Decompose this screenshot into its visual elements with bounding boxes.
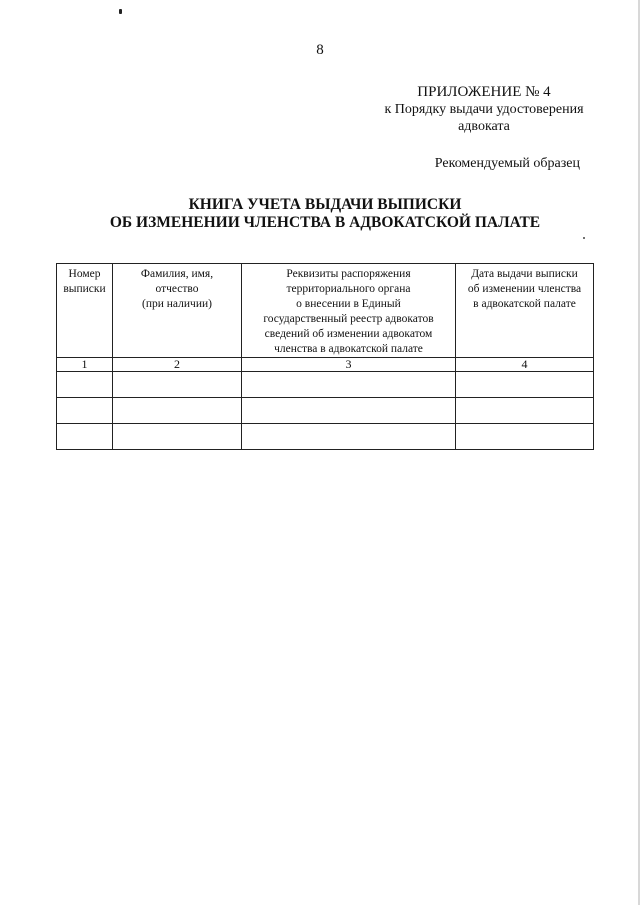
column-header-number bbox=[57, 264, 113, 358]
appendix-subtitle-line: адвоката bbox=[458, 119, 510, 134]
table-cell bbox=[113, 372, 242, 398]
column-number: 2 bbox=[113, 358, 242, 372]
table-cell bbox=[57, 398, 113, 424]
table-cell bbox=[456, 424, 594, 450]
header-line: сведений об изменении адвокатом bbox=[264, 328, 433, 340]
header-line: Реквизиты распоряжения bbox=[286, 268, 411, 280]
header-line: государственный реестр адвокатов bbox=[263, 313, 434, 325]
scan-speck bbox=[119, 9, 122, 14]
document-title bbox=[60, 196, 590, 232]
column-header-issue-date bbox=[456, 264, 594, 358]
table-cell bbox=[113, 398, 242, 424]
column-header-full-name bbox=[113, 264, 242, 358]
document-title-line: КНИГА УЧЕТА ВЫДАЧИ ВЫПИСКИ bbox=[188, 196, 462, 213]
header-line: членства в адвокатской палате bbox=[274, 343, 423, 355]
table-cell bbox=[456, 398, 594, 424]
table-cell bbox=[242, 398, 456, 424]
appendix-subtitle bbox=[370, 101, 598, 135]
sample-note: Рекомендуемый образец bbox=[434, 156, 580, 171]
table-cell bbox=[113, 424, 242, 450]
header-line: выписки bbox=[63, 283, 106, 295]
table-cell bbox=[242, 424, 456, 450]
header-line: Дата выдачи выписки bbox=[471, 268, 578, 280]
scan-speck bbox=[583, 237, 585, 239]
appendix-subtitle-line: к Порядку выдачи удостоверения bbox=[384, 102, 584, 117]
header-line: территориального органа bbox=[286, 283, 411, 295]
table-cell bbox=[456, 372, 594, 398]
header-line: отчество bbox=[155, 283, 199, 295]
table-header-row bbox=[57, 264, 594, 358]
column-number-row bbox=[57, 358, 594, 372]
header-line: (при наличии) bbox=[142, 298, 212, 310]
table-cell bbox=[57, 372, 113, 398]
appendix-title: ПРИЛОЖЕНИЕ № 4 bbox=[417, 84, 551, 100]
column-number: 1 bbox=[57, 358, 113, 372]
column-number: 3 bbox=[242, 358, 456, 372]
table-row bbox=[57, 372, 594, 398]
header-line: Номер bbox=[68, 268, 101, 280]
document-title-line: ОБ ИЗМЕНЕНИИ ЧЛЕНСТВА В АДВОКАТСКОЙ ПАЛАТЕ bbox=[109, 214, 541, 231]
header-line: об изменении членства bbox=[467, 283, 582, 295]
table-row bbox=[57, 424, 594, 450]
header-line: Фамилия, имя, bbox=[140, 268, 214, 280]
register-table bbox=[56, 263, 594, 450]
column-header-order-details bbox=[242, 264, 456, 358]
column-number: 4 bbox=[456, 358, 594, 372]
header-line: о внесении в Единый bbox=[296, 298, 401, 310]
header-line: в адвокатской палате bbox=[473, 298, 576, 310]
page-number: 8 bbox=[316, 42, 324, 58]
table-cell bbox=[57, 424, 113, 450]
table-cell bbox=[242, 372, 456, 398]
table-row bbox=[57, 398, 594, 424]
